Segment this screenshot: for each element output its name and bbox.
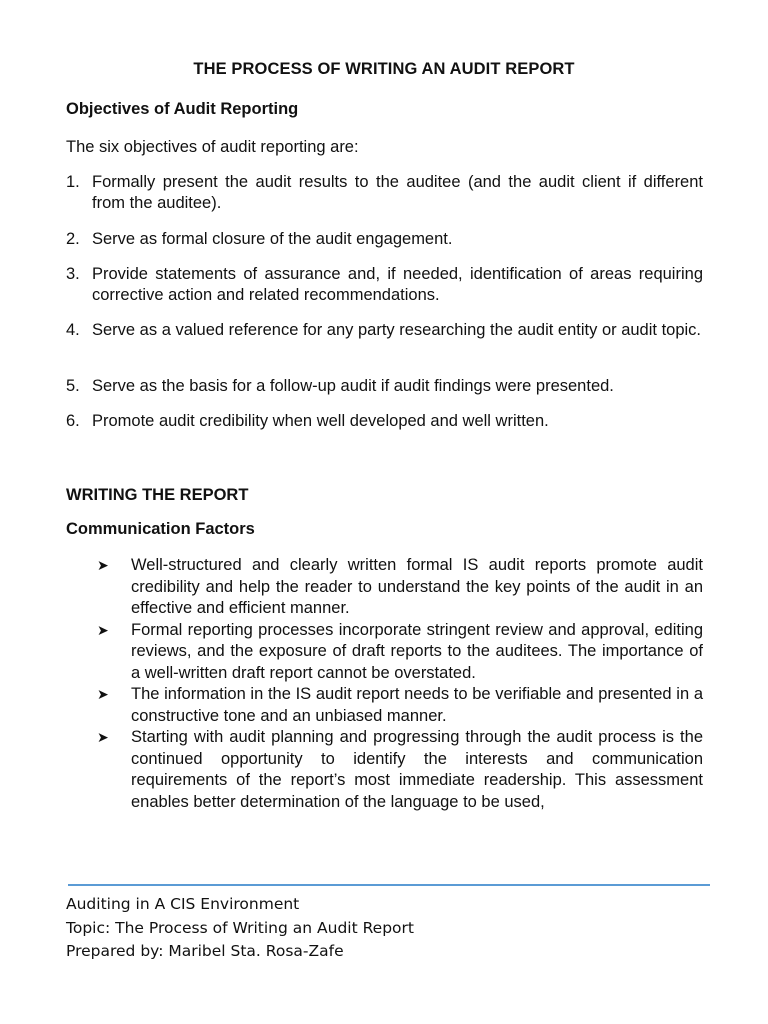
objective-item xyxy=(66,229,703,250)
objective-item xyxy=(66,376,703,397)
bullet-text: Formal reporting processes incorporate stringent review and approval, editing reviews, and the exposure of draft reports to the auditees. The importance of a well-written draft report cannot be overstated. xyxy=(131,620,703,682)
page-title: THE PROCESS OF WRITING AN AUDIT REPORT xyxy=(193,60,575,78)
footer-topic: Topic: The Process of Writing an Audit Report xyxy=(66,918,414,937)
objectives-heading: Objectives of Audit Reporting xyxy=(66,100,299,118)
objectives-intro: The six objectives of audit reporting are: xyxy=(66,138,359,156)
objective-text: Serve as the basis for a follow-up audit if audit findings were presented. xyxy=(92,377,614,395)
page-footer xyxy=(66,893,414,964)
list-item xyxy=(97,555,703,620)
objective-number: 5. xyxy=(66,377,80,395)
footer-course: Auditing in A CIS Environment xyxy=(66,895,300,913)
objective-text: Serve as formal closure of the audit engagement. xyxy=(92,230,453,248)
bullet-text: Starting with audit planning and progressing through the audit process is the continued opportunity to identify the interests and communication requirements of the report’s most immediate readership. This assessment enables better determination of the language to be used, xyxy=(131,728,703,811)
objective-item xyxy=(66,411,703,432)
objective-number: 3. xyxy=(66,265,80,283)
objective-item xyxy=(66,172,703,214)
objective-number: 6. xyxy=(66,412,80,430)
communication-factors-list xyxy=(97,555,703,813)
bullet-text: Well-structured and clearly written formal IS audit reports promote audit credibility and help the reader to understand the key points of the audit in an effective and efficient manner. xyxy=(131,556,703,617)
communication-factors-heading: Communication Factors xyxy=(66,520,255,538)
list-item xyxy=(97,684,703,727)
arrowhead-bullet-icon: ➤ xyxy=(97,686,109,702)
objective-number: 1. xyxy=(66,173,80,191)
footer-divider xyxy=(68,884,710,886)
bullet-text: The information in the IS audit report needs to be verifiable and presented in a constructive tone and an unbiased manner. xyxy=(131,685,703,725)
arrowhead-bullet-icon: ➤ xyxy=(97,729,109,745)
arrowhead-bullet-icon: ➤ xyxy=(97,557,109,573)
objective-text: Promote audit credibility when well developed and well written. xyxy=(92,412,549,430)
list-item xyxy=(97,620,703,685)
objective-text: Formally present the audit results to the auditee (and the audit client if different from the auditee). xyxy=(92,173,703,212)
footer-author: Prepared by: Maribel Sta. Rosa-Zafe xyxy=(66,942,344,960)
objective-item xyxy=(66,264,703,306)
objective-text: Serve as a valued reference for any party researching the audit entity or audit topic. xyxy=(92,321,702,339)
objective-item xyxy=(66,320,703,341)
list-item xyxy=(97,727,703,813)
objective-number: 2. xyxy=(66,230,80,248)
objective-number: 4. xyxy=(66,321,80,339)
objective-text: Provide statements of assurance and, if needed, identification of areas requiring corrective action and related recommendations. xyxy=(92,265,703,304)
arrowhead-bullet-icon: ➤ xyxy=(97,621,109,638)
writing-heading: WRITING THE REPORT xyxy=(66,486,249,504)
